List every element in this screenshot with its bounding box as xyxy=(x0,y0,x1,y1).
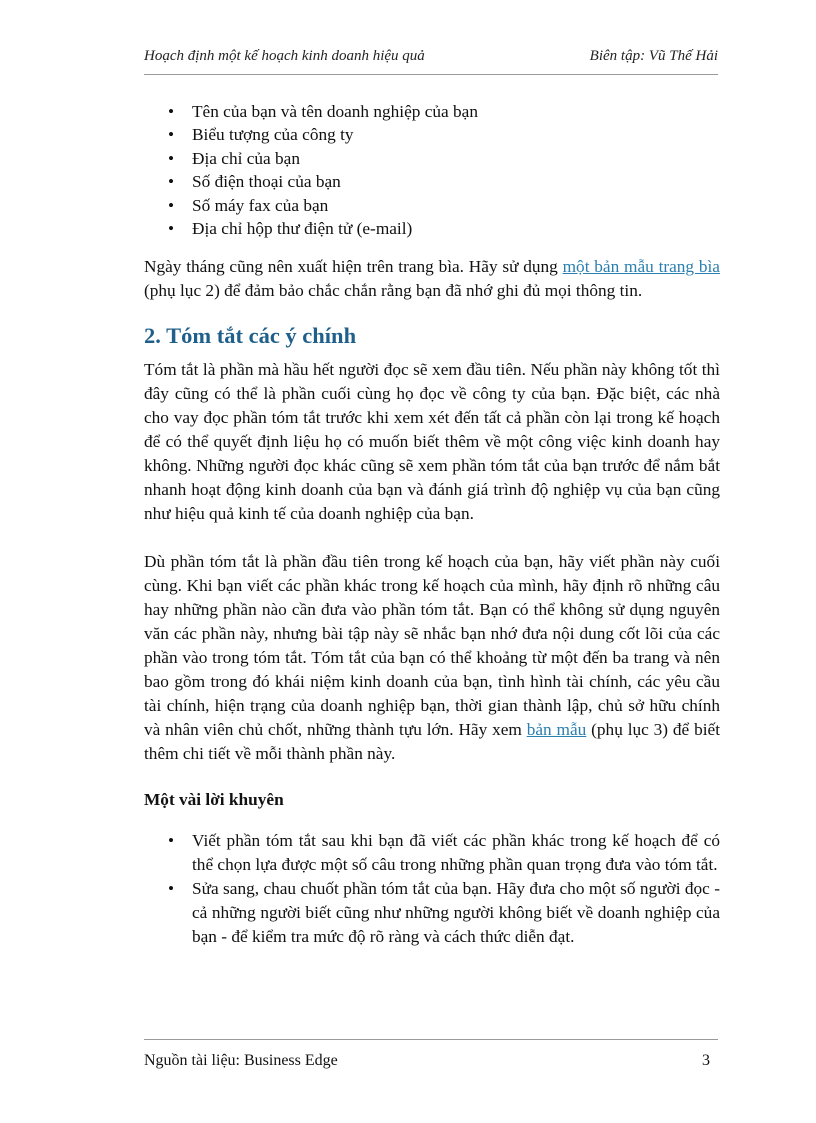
paragraph-text: (phụ lục 3) để biết thêm chi tiết về mỗi thành phần này. xyxy=(144,720,721,764)
list-item: • Địa chỉ hộp thư điện tử (e-mail) xyxy=(144,217,720,240)
footer-source: Nguồn tài liệu: Business Edge xyxy=(144,1052,338,1069)
paragraph-text: (phụ lục 2) để đảm bảo chắc chắn rằng bạn đã nhớ ghi đủ mọi thông tin. xyxy=(144,281,643,301)
page-header xyxy=(144,48,718,65)
advice-list xyxy=(144,829,720,949)
section-title: 2. Tóm tắt các ý chính xyxy=(144,323,357,349)
summary-writing-paragraph xyxy=(144,550,720,766)
page-footer xyxy=(144,1052,710,1070)
list-item: • Số điện thoại của bạn xyxy=(144,170,720,193)
header-title: Hoạch định một kế hoạch kinh doanh hiệu quả xyxy=(144,48,425,64)
cover-page-list xyxy=(144,100,720,240)
header-divider xyxy=(144,74,718,75)
paragraph-text: Ngày tháng cũng nên xuất hiện trên trang bìa. Hãy sử dụng xyxy=(144,257,563,277)
cover-date-paragraph xyxy=(144,255,720,303)
advice-heading: Một vài lời khuyên xyxy=(144,790,284,810)
cover-template-link[interactable]: một bản mẫu trang bìa xyxy=(562,257,720,277)
page-content xyxy=(144,100,720,949)
list-item: • Sửa sang, chau chuốt phần tóm tắt của bạn. Hãy đưa cho một số người đọc - cả những người biết cũng như những người không biết về doanh nghiệp của bạn - để kiểm tra mức độ rõ ràng và cách thức diễn đạt. xyxy=(144,877,720,949)
list-item: • Biểu tượng của công ty xyxy=(144,123,720,146)
list-item: • Viết phần tóm tắt sau khi bạn đã viết các phần khác trong kế hoạch để có thể chọn lựa được một số câu trong những phần quan trọng đưa vào tóm tắt. xyxy=(144,829,720,877)
summary-intro-paragraph: Tóm tắt là phần mà hầu hết người đọc sẽ xem đầu tiên. Nếu phần này không tốt thì đây cũng có thể là phần cuối cùng họ đọc về công ty của bạn. Đặc biệt, các nhà cho vay đọc phần tóm tắt trước khi xem xét đến tất cả phần còn lại trong kế hoạch để có thể quyết định liệu họ có muốn biết thêm về một công việc kinh doanh hay không. Những người đọc khác cũng sẽ xem phần tóm tắt của bạn trước để nắm bắt nhanh hoạt động kinh doanh của bạn và đánh giá trình độ nghiệp vụ của bạn cũng như hiệu quả kinh tế của doanh nghiệp của bạn. xyxy=(144,360,720,524)
header-editor: Biên tập: Vũ Thế Hải xyxy=(589,48,718,64)
paragraph-text: Dù phần tóm tắt là phần đầu tiên trong kế hoạch của bạn, hãy viết phần này cuối cùng. Khi bạn viết các phần khác trong kế hoạch của mình, hãy định rõ những câu hay những phần nào cần đưa vào phần tóm tắt. Bạn có thể không sử dụng nguyên văn các phần này, nhưng bài tập này sẽ nhắc bạn nhớ đưa nội dung cốt lõi của các phần vào trong tóm tắt. Tóm tắt của bạn có thể khoảng từ một đến ba trang và nên bao gồm trong đó khái niệm kinh doanh của bạn, tình hình tài chính, các yêu cầu tài chính, hiện trạng của doanh nghiệp bạn, thời gian thành lập, chủ sở hữu chính và nhân viên chủ chốt, những thành tựu lớn. Hãy xem xyxy=(144,552,720,740)
footer-divider xyxy=(144,1039,718,1040)
list-item: • Địa chỉ của bạn xyxy=(144,147,720,170)
list-item: • Số máy fax của bạn xyxy=(144,194,720,217)
template-link[interactable]: bản mẫu xyxy=(526,720,587,740)
page-number: 3 xyxy=(702,1052,710,1069)
list-item: • Tên của bạn và tên doanh nghiệp của bạn xyxy=(144,100,720,123)
